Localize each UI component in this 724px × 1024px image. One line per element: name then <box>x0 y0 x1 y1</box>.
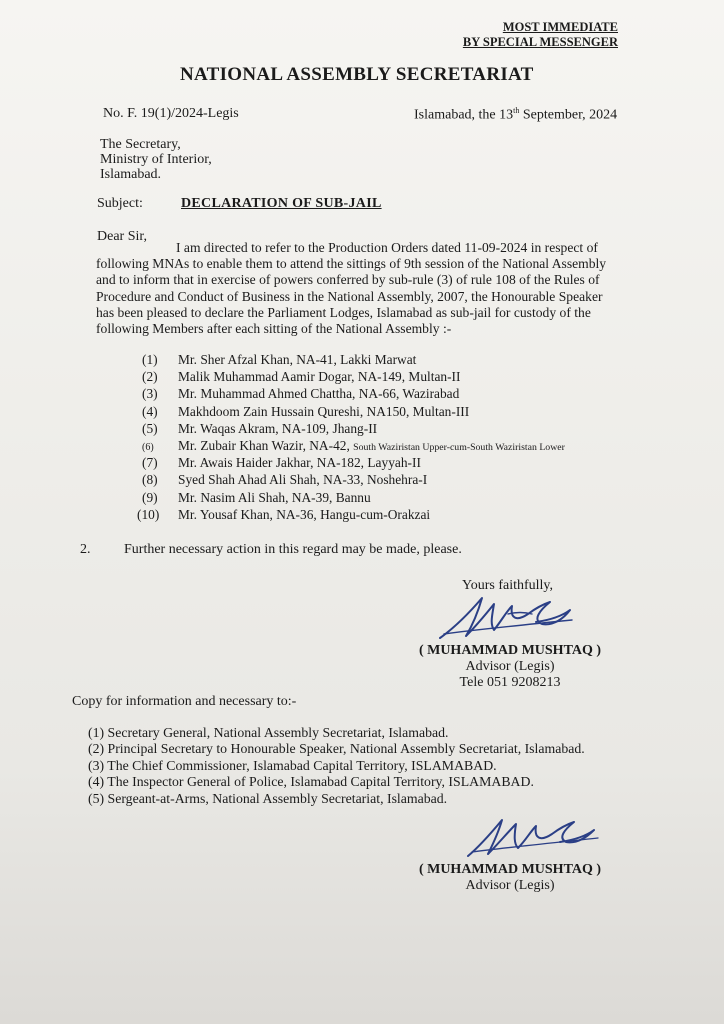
list-item <box>142 438 565 455</box>
body-line: following Members after each sitting of the National Assembly :- <box>96 321 452 337</box>
date-superscript: th <box>513 106 520 115</box>
list-item-text: Makhdoom Zain Hussain Qureshi, NA150, Multan-III <box>178 403 470 419</box>
list-item <box>142 455 565 472</box>
list-item <box>142 352 565 369</box>
list-item-text: Mr. Nasim Ali Shah, NA-39, Bannu <box>178 489 371 505</box>
addressee-line-2: Ministry of Interior, <box>100 152 212 167</box>
signature-2-mark <box>462 812 602 864</box>
signatory-1-name: ( MUHAMMAD MUSHTAQ ) <box>418 643 602 658</box>
signatory-1-designation: Advisor (Legis) <box>465 659 555 674</box>
copy-list <box>88 725 585 807</box>
body-line: I am directed to refer to the Production Orders dated 11-09-2024 in respect of <box>176 240 598 255</box>
subject-value: DECLARATION OF SUB-JAIL <box>181 196 382 211</box>
signature-1 <box>432 590 582 651</box>
signatory-1-block <box>410 643 610 691</box>
list-item-number: (3) <box>142 386 158 402</box>
subject-label: Subject: <box>97 196 143 211</box>
list-item-text: Mr. Muhammad Ahmed Chattha, NA-66, Wazirabad <box>178 386 460 402</box>
list-item-number: (6) <box>142 441 154 453</box>
signature-1-mark <box>432 590 582 646</box>
list-item <box>137 507 565 524</box>
list-item-number: (9) <box>142 489 158 505</box>
signatory-2-name: ( MUHAMMAD MUSHTAQ ) <box>418 862 602 877</box>
delivery-label: BY SPECIAL MESSENGER <box>462 35 618 49</box>
copy-list-item: (3) The Chief Commissioner, Islamabad Capital Territory, ISLAMABAD. <box>88 757 497 773</box>
list-item-number: (5) <box>142 420 158 436</box>
list-item-text: Mr. Waqas Akram, NA-109, Jhang-II <box>178 420 378 436</box>
list-item <box>142 490 565 507</box>
list-item-text: Mr. Awais Haider Jakhar, NA-182, Layyah-II <box>178 455 421 471</box>
members-list <box>137 352 565 524</box>
list-item-text: Mr. Yousaf Khan, NA-36, Hangu-cum-Orakzai <box>178 506 431 522</box>
list-item <box>142 404 565 421</box>
place-date-prefix: Islamabad, the 13 <box>414 107 514 123</box>
list-item-number: (2) <box>142 369 158 385</box>
paragraph-2-text: Further necessary action in this regard may be made, please. <box>124 542 462 557</box>
signatory-2-designation: Advisor (Legis) <box>465 878 555 893</box>
priority-label: MOST IMMEDIATE <box>502 20 618 34</box>
place-date-suffix: September, 2024 <box>519 107 618 123</box>
list-item-constituency-detail: South Waziristan Upper-cum-South Waziristan Lower <box>353 441 565 453</box>
signature-2 <box>462 812 602 869</box>
closing: Yours faithfully, <box>462 578 554 593</box>
copy-list-item: (1) Secretary General, National Assembly Secretariat, Islamabad. <box>88 725 449 740</box>
salutation: Dear Sir, <box>97 229 147 244</box>
body-line: has been pleased to declare the Parliament Lodges, Islamabad as sub-jail for custody of the <box>96 304 591 320</box>
copy-heading: Copy for information and necessary to:- <box>72 694 297 709</box>
list-item <box>142 472 565 489</box>
list-item-number: (10) <box>137 506 160 522</box>
organization-title: NATIONAL ASSEMBLY SECRETARIAT <box>180 64 534 85</box>
list-item-number: (8) <box>142 472 158 488</box>
body-paragraph <box>96 240 630 337</box>
body-line: following MNAs to enable them to attend the sittings of 9th session of the National Assembly <box>96 256 607 272</box>
body-line: Procedure and Conduct of Business in the National Assembly, 2007, the Honourable Speaker <box>96 288 603 304</box>
paragraph-2-number: 2. <box>80 542 91 557</box>
list-item-text: Mr. Sher Afzal Khan, NA-41, Lakki Marwat <box>178 352 417 367</box>
list-item-number: (7) <box>142 455 158 471</box>
list-item <box>142 369 565 386</box>
list-item <box>142 386 565 403</box>
body-line: and to inform that in exercise of powers conferred by sub-rule (3) of rule 108 of the Rules of <box>96 272 600 288</box>
addressee-line-1: The Secretary, <box>100 137 181 152</box>
list-item-text: Malik Muhammad Aamir Dogar, NA-149, Multan-II <box>178 369 461 385</box>
list-item-text: Syed Shah Ahad Ali Shah, NA-33, Noshehra-I <box>178 472 428 488</box>
list-item-text: Mr. Zubair Khan Wazir, NA-42, <box>178 437 350 453</box>
list-item-number: (1) <box>142 352 158 367</box>
signatory-1-phone: Tele 051 9208213 <box>459 675 561 690</box>
signatory-2-block <box>410 862 610 894</box>
list-item <box>142 421 565 438</box>
addressee-line-3: Islamabad. <box>100 167 162 182</box>
place-date <box>414 106 617 124</box>
list-item-number: (4) <box>142 403 158 419</box>
copy-list-item: (2) Principal Secretary to Honourable Speaker, National Assembly Secretariat, Islamabad. <box>88 741 585 757</box>
copy-list-item: (5) Sergeant-at-Arms, National Assembly Secretariat, Islamabad. <box>88 790 448 806</box>
file-number: No. F. 19(1)/2024-Legis <box>103 106 239 121</box>
copy-list-item: (4) The Inspector General of Police, Islamabad Capital Territory, ISLAMABAD. <box>88 774 534 790</box>
